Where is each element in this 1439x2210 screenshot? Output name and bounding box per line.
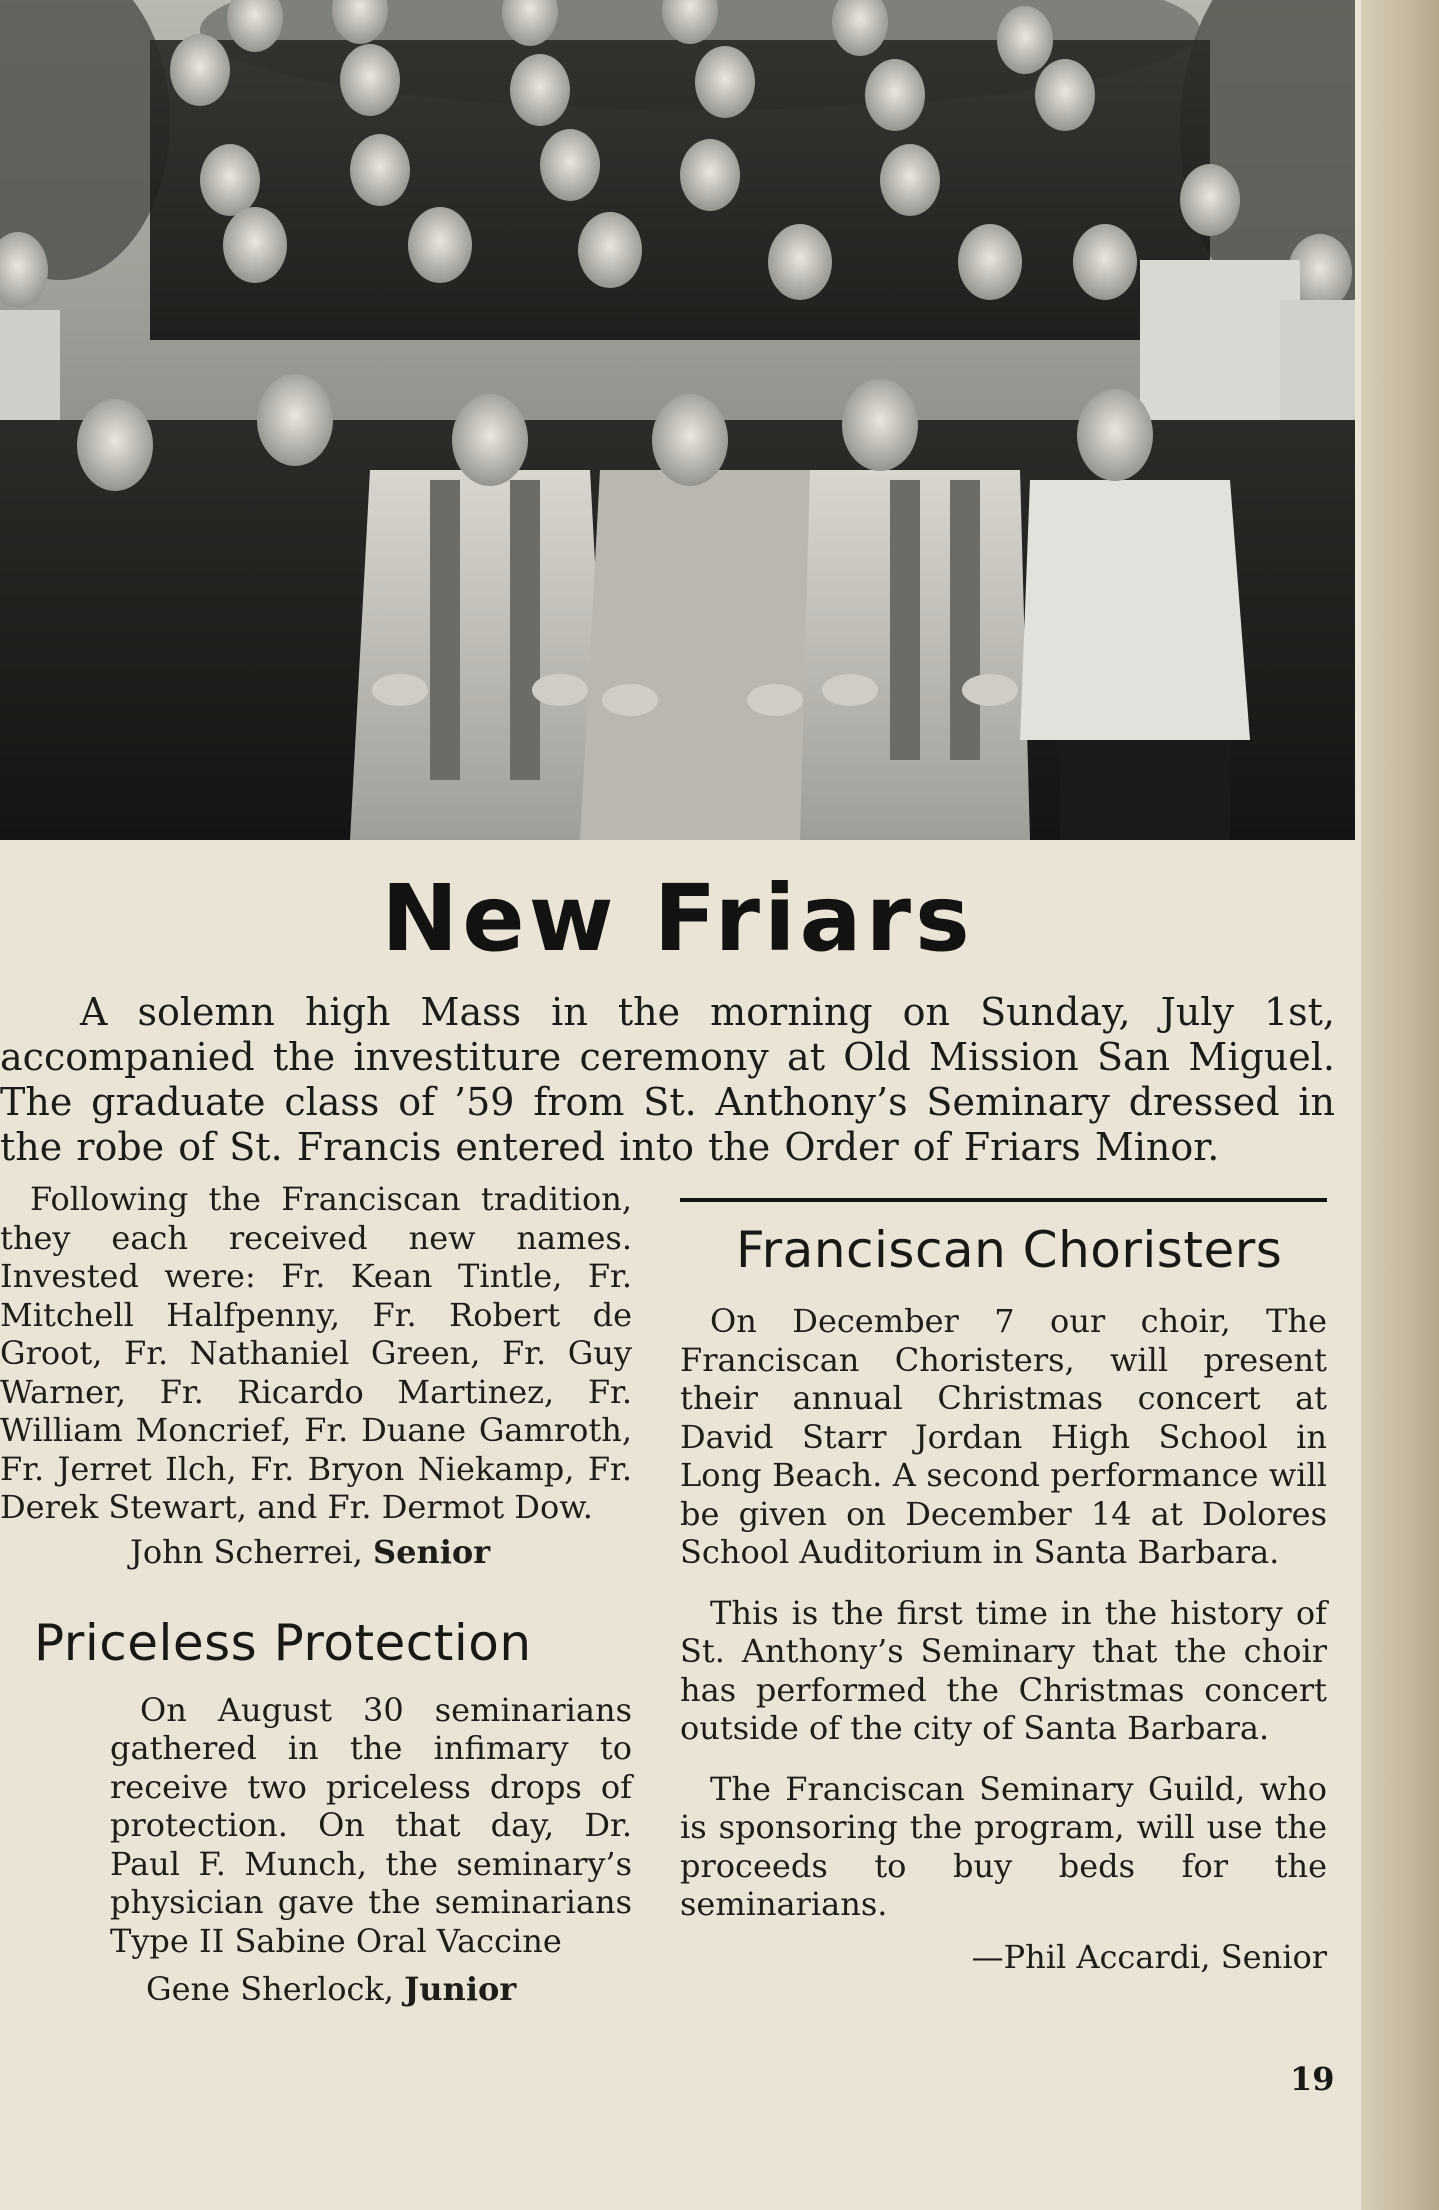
choristers-byline: —Phil Accardi, Senior	[971, 1937, 1327, 1976]
choristers-para-1: On December 7 our choir, The Franciscan Choristers, will present their annual Christmas concert at David Starr Jordan High School in Long Beach. A second performance will be given on December 14 at Dolores School Auditorium in Santa Barbara.	[680, 1302, 1327, 1571]
group-photo-illustration	[0, 0, 1355, 840]
protection-body: On August 30 seminarians gathered in the infimary to receive two priceless drops of protection. On that day, Dr. Paul F. Munch, the seminary’s physician gave the seminarians Type II Sabine Oral Vaccine	[110, 1690, 632, 1960]
new-friars-byline-name: John Scherrei,	[130, 1532, 363, 1571]
choristers-para-3: The Franciscan Seminary Guild, who is sponsoring the program, will use the proceeds to buy beds for the seminarians.	[680, 1769, 1327, 1923]
group-photo	[0, 0, 1355, 840]
intro-text: A solemn high Mass in the morning on Sunday, July 1st, accompanied the investiture ceremony at Old Mission San Miguel. The graduate class of ’59 from St. Anthony’s Seminary dressed in the robe of St. Francis entered into the Order of Friars Minor.	[0, 990, 1335, 1169]
protection-byline-class: Junior	[404, 1970, 517, 2008]
new-friars-body: Following the Franciscan tradition, they each received new names. Invested were: Fr. Kean Tintle, Fr. Mitchell Halfpenny, Fr. Robert de Groot, Fr. Nathaniel Green, Fr. Guy Warner, Fr. Ricardo Martinez, Fr. William Moncrief, Fr. Duane Gamroth, Fr. Jerret Ilch, Fr. Bryon Niekamp, Fr. Derek Stewart, and Fr. Dermot Dow.	[0, 1180, 632, 1526]
choristers-headline: Franciscan Choristers	[736, 1221, 1283, 1279]
new-friars-byline	[0, 1533, 632, 1571]
protection-byline	[110, 1970, 632, 2008]
protection-section	[0, 1691, 632, 2009]
right-column	[680, 1180, 1327, 1976]
page-number: 19	[1290, 2060, 1335, 2098]
page-edge	[1361, 0, 1439, 2210]
section-rule	[680, 1198, 1327, 1202]
intro-paragraph	[0, 990, 1335, 1170]
choristers-para-2: This is the first time in the history of St. Anthony’s Seminary that the choir has performed the Christmas concert outside of the city of Santa Barbara.	[680, 1593, 1327, 1747]
article-title: New Friars	[381, 865, 974, 972]
left-column	[0, 1180, 632, 2008]
protection-headline: Priceless Protection	[34, 1613, 532, 1672]
new-friars-byline-class: Senior	[372, 1532, 491, 1571]
protection-byline-name: Gene Sherlock,	[146, 1970, 394, 2008]
